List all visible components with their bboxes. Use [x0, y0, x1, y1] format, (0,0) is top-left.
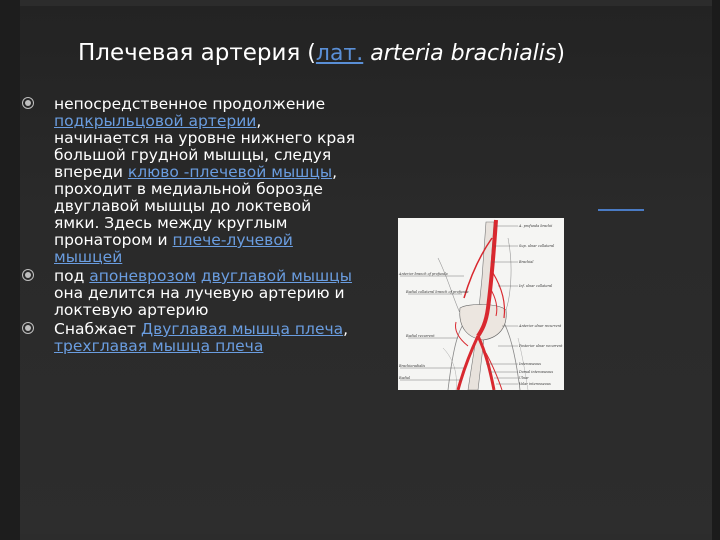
bullet-3-text-0: Снабжает	[54, 320, 141, 338]
title-paren-close: )	[556, 41, 565, 66]
label-r2: Brachial	[519, 260, 534, 264]
label-r0: A. profunda brachii	[519, 224, 553, 228]
bullet-1-text-2: , начинается на уровне нижнего края большой грудной мышцы, следуя впереди	[54, 112, 356, 181]
bullet-1-text-0: непосредственное продолжение	[54, 95, 326, 113]
label-l4: Radial	[399, 376, 411, 380]
label-l1: Radial collateral branch of profunda	[406, 290, 469, 294]
bullet-2-text-0: под	[54, 267, 90, 285]
bullet-circle-icon	[22, 322, 34, 334]
label-r7: Dorsal interosseous	[519, 370, 554, 374]
title-main: Плечевая артерия	[78, 40, 301, 66]
label-l2: Radial recurrent	[406, 334, 435, 338]
link-podkrylcovoy-arterii[interactable]: подкрыльцовой артерии	[54, 112, 257, 130]
bullet-circle-icon	[22, 269, 34, 281]
label-r6: Interosseous	[519, 362, 542, 366]
label-l0: Anterior branch of profunda	[399, 272, 448, 276]
left-edge-band	[0, 0, 20, 540]
bullet-item	[22, 268, 360, 319]
link-aponevrozom[interactable]: апоневрозом	[89, 267, 196, 285]
link-klyuvo-plechevoy-myshcy[interactable]: клюво -плечевой мышцы	[127, 163, 333, 181]
label-r4: Anterior ulnar recurrent	[519, 324, 562, 328]
bullet-1-text-4: , проходит в медиальной борозде двуглавой мышцы до локтевой ямки. Здесь между круглым пронатором и	[54, 163, 338, 249]
label-l3: Brachioradialis	[399, 364, 426, 368]
link-trehglavaya-myshca-plecha[interactable]: трехглавая мышца плеча	[54, 337, 264, 355]
bullet-circle-icon	[22, 97, 34, 109]
decorative-link-underline	[598, 209, 644, 211]
link-pleche-luchevoy-myshcey[interactable]: плече-лучевой мышцей	[54, 231, 293, 266]
link-dvuglavoy-myshcy[interactable]: двуглавой мышцы	[200, 267, 352, 285]
bullet-item	[22, 96, 360, 266]
link-dvuglavaya-myshca-plecha[interactable]: Двуглавая мышца плеча	[140, 320, 344, 338]
bullet-item	[22, 321, 360, 355]
title-lat-link[interactable]: лат.	[315, 41, 364, 66]
right-edge-band	[712, 0, 720, 540]
label-r1: Sup. ulnar collateral	[519, 244, 555, 248]
anatomy-drawing	[398, 218, 564, 390]
label-r3: Inf. ulnar collateral	[519, 284, 553, 288]
bullet-3-text-2: ,	[343, 320, 349, 338]
title-paren-open: (	[300, 41, 316, 66]
brachial-artery-illustration	[398, 218, 564, 390]
label-r8: Ulnar	[519, 376, 529, 380]
bullet-list	[22, 96, 360, 355]
label-r9: Volar interosseous	[519, 382, 551, 386]
label-r5: Posterior ulnar recurrent	[519, 344, 563, 348]
title-latin-name: arteria brachialis	[363, 41, 557, 66]
slide-title	[78, 40, 698, 66]
bullet-2-text-4: она делится на лучевую артерию и локтевую артерию	[54, 284, 345, 319]
